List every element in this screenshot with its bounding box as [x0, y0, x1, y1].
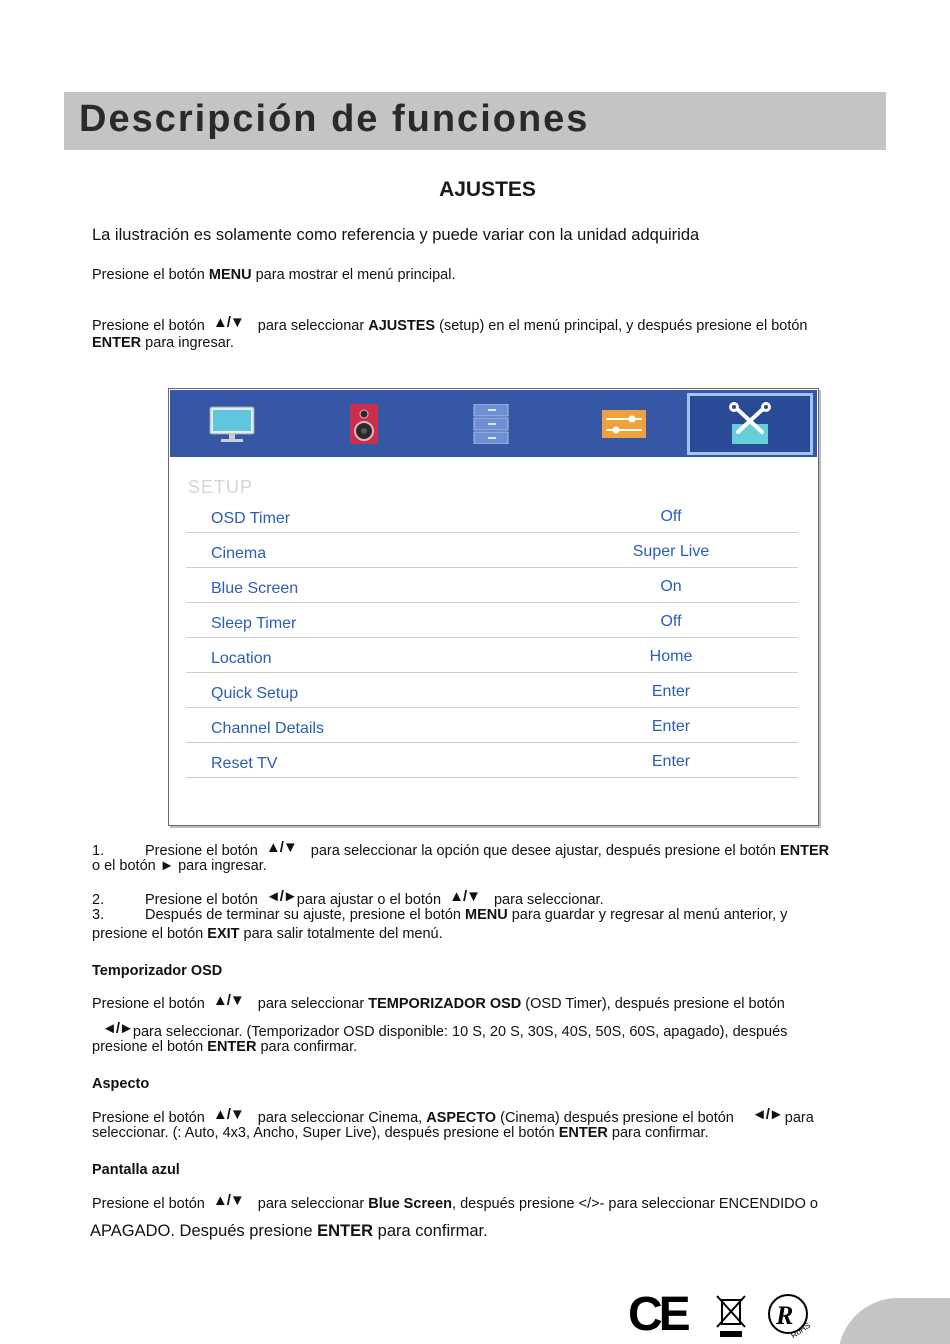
setup-tab-selected[interactable] — [687, 393, 813, 455]
menu-row-label: Blue Screen — [211, 580, 299, 597]
intro-paragraph-2-cont: ENTER para ingresar. — [92, 335, 234, 351]
menu-row-label: Location — [211, 650, 272, 667]
menu-row-quick-setup[interactable] — [186, 673, 798, 708]
step-1-cont: o el botón ► para ingresar. — [92, 858, 267, 874]
menu-row-reset-tv[interactable] — [186, 743, 798, 778]
svg-text:RoHS: RoHS — [789, 1320, 812, 1338]
ce-mark-icon: CE — [628, 1288, 687, 1341]
osd-timer-line-1: Presione el botón ▲/▼ para seleccionar TEMPORIZADOR OSD (OSD Timer), después presione el botón — [92, 992, 785, 1012]
menu-row-label: OSD Timer — [211, 510, 291, 527]
blue-screen-heading: Pantalla azul — [92, 1162, 180, 1178]
step-1: 1. Presione el botón ▲/▼ para seleccionar la opción que desee ajustar, después presione el botón ENTER — [92, 839, 830, 859]
aspect-heading: Aspecto — [92, 1076, 150, 1092]
menu-row-label: Cinema — [211, 545, 267, 562]
osd-timer-line-3: presione el botón ENTER para confirmar. — [92, 1039, 358, 1055]
tools-setup-icon — [726, 402, 774, 446]
compliance-marks — [628, 1290, 828, 1340]
illustration-note: La ilustración es solamente como referencia y puede variar con la unidad adquirida — [92, 226, 700, 244]
tv-picture-icon — [208, 404, 256, 444]
speaker-sound-icon — [340, 404, 388, 444]
menu-row-value: Super Live — [632, 543, 710, 560]
setup-section-label: SETUP — [188, 477, 254, 497]
up-down-arrow-icon: ▲/▼ — [212, 992, 244, 1009]
left-right-arrow-icon: ◄/► — [751, 1106, 783, 1123]
slider-adjust-icon — [600, 404, 648, 444]
osd-timer-line-2: ◄/►para seleccionar. (Temporizador OSD disponible: 10 S, 20 S, 30S, 40S, 50S, 60S, apagado), después — [102, 1020, 788, 1040]
menu-icon-bar — [170, 390, 817, 457]
blue-screen-line-2: APAGADO. Después presione ENTER para confirmar. — [90, 1222, 488, 1240]
menu-row-label: Sleep Timer — [211, 615, 297, 632]
menu-row-value: On — [660, 578, 682, 595]
page-number-tab — [838, 1298, 950, 1344]
svg-text:R: R — [776, 1301, 794, 1330]
osd-timer-heading: Temporizador OSD — [92, 963, 223, 979]
intro-paragraph-2: Presione el botón ▲/▼ para seleccionar AJUSTES (setup) en el menú principal, y después presione el botón — [92, 314, 808, 334]
menu-row-channel-details[interactable] — [186, 708, 798, 743]
aspect-line-1: Presione el botón ▲/▼ para seleccionar Cinema, ASPECTO (Cinema) después presione el botón ◄/► para — [92, 1106, 814, 1126]
channel-list-icon — [467, 404, 515, 444]
up-down-arrow-icon: ▲/▼ — [212, 1192, 244, 1209]
rohs-mark-icon — [766, 1294, 812, 1338]
menu-row-cinema[interactable] — [186, 533, 798, 568]
menu-row-label: Channel Details — [211, 720, 324, 737]
menu-row-value: Enter — [651, 683, 691, 700]
intro-paragraph-1: Presione el botón MENU para mostrar el menú principal. — [92, 267, 456, 283]
up-down-arrow-icon: ▲/▼ — [265, 839, 297, 856]
menu-row-value: Off — [660, 613, 682, 630]
setup-menu-screenshot — [168, 388, 819, 826]
blue-screen-line-1: Presione el botón ▲/▼ para seleccionar Blue Screen, después presione </>- para seleccionar ENCENDIDO o — [92, 1192, 818, 1212]
up-down-arrow-icon: ▲/▼ — [212, 314, 244, 331]
page-title: Descripción de funciones — [79, 98, 590, 140]
menu-row-value: Enter — [651, 718, 691, 735]
menu-row-value: Enter — [651, 753, 691, 770]
menu-row-label: Quick Setup — [211, 685, 299, 702]
menu-row-value: Off — [660, 508, 682, 525]
aspect-line-2: seleccionar. (: Auto, 4x3, Ancho, Super Live), después presione el botón ENTER para confirmar. — [92, 1125, 709, 1141]
section-title: AJUSTES — [439, 178, 536, 201]
menu-row-location[interactable] — [186, 638, 798, 673]
step-2: 2. Presione el botón ◄/►para ajustar o el botón ▲/▼ para seleccionar. — [92, 888, 604, 908]
right-arrow-icon: ► — [159, 858, 175, 874]
menu-row-blue-screen[interactable] — [186, 568, 798, 603]
left-right-arrow-icon: ◄/► — [265, 888, 297, 905]
up-down-arrow-icon: ▲/▼ — [212, 1106, 244, 1123]
menu-row-value: Home — [649, 648, 693, 665]
menu-row-osd-timer[interactable] — [186, 498, 798, 533]
menu-row-label: Reset TV — [211, 755, 278, 772]
header-band — [64, 92, 886, 150]
up-down-arrow-icon: ▲/▼ — [449, 888, 480, 905]
weee-bin-icon — [714, 1294, 748, 1338]
step-3: 3. Después de terminar su ajuste, presione el botón MENU para guardar y regresar al menú anterior, y — [92, 907, 788, 923]
step-3-cont: presione el botón EXIT para salir totalmente del menú. — [92, 926, 443, 942]
menu-row-sleep-timer[interactable] — [186, 603, 798, 638]
left-right-arrow-icon: ◄/► — [102, 1020, 133, 1037]
